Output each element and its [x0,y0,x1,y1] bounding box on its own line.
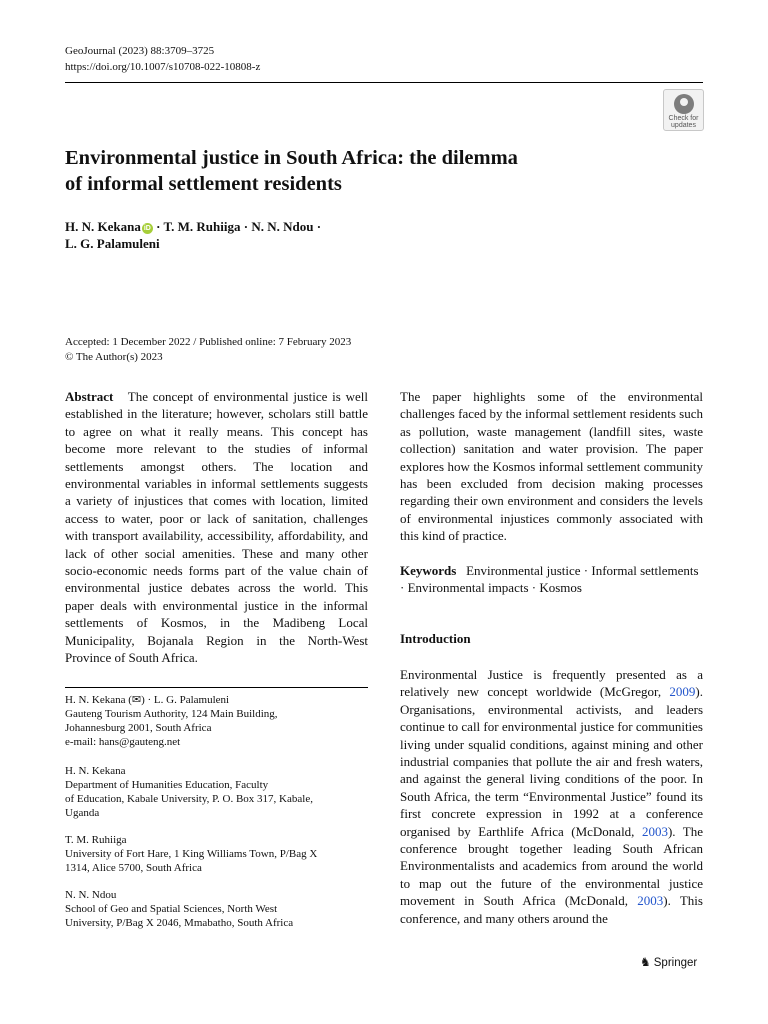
doi-link[interactable]: https://doi.org/10.1007/s10708-022-10808-z [65,61,261,73]
abstract-text-right: The paper highlights some of the environmental challenges faced by the informal settlement residents such as pollution, waste management (landfill sites, waste collection) sanitation and water provision. The paper explores how the Kosmos informal settlement community has been excluded from decision making processes regarding their own environment and considers the levels of environmental injustices commonly associated with this kind of practice. [400,389,703,544]
keywords-label: Keywords [400,563,457,578]
affiliation-names: N. N. Ndou [65,889,117,901]
intro-text-2: ). Organisations, environmental activists, and leaders continue to call for environmental justice for communities living under squalid conditions, against mining and other industrial companies that pollute the air and fresh waters, and against the general living conditions of the poor. In South Africa, the term “Environmental Justice” found its first concrete expression in 1992 at a conference organised by Earthlife Africa (McDonald, [400,684,703,839]
title-line-1: Environmental justice in South Africa: the dilemma [65,147,518,169]
accepted-published: Accepted: 1 December 2022 / Published online: 7 February 2023 [65,336,352,348]
check-for-updates-badge[interactable] [663,89,704,131]
title-line-2: of informal settlement residents [65,173,342,195]
affiliation-line: Gauteng Tourism Authority, 124 Main Building, [65,708,278,720]
check-updates-icon [674,94,694,114]
intro-text-3: ). The conference brought together leading South African Environmentalists and academics from around the world to map out the future of the environmental justice movement in South Africa (McDonald, [400,823,703,909]
paper-title [65,145,625,197]
affiliation-names: H. N. Kekana [65,765,126,777]
affiliation-names: T. M. Ruhiiga [65,834,127,846]
abstract-right [400,388,703,545]
orcid-icon[interactable]: iD [143,225,151,232]
affiliation-line: School of Geo and Spatial Sciences, North West [65,903,278,915]
authors-rest: · T. M. Ruhiiga · N. N. Ndou · [152,219,322,234]
intro-text-4: ). This conference, and many others around the [400,893,703,926]
introduction-paragraph [400,666,703,927]
copyright: © The Author(s) 2023 [65,351,163,363]
author-kekana: H. N. Kekana [65,219,141,234]
abstract-left [65,388,368,667]
journal-citation: GeoJournal (2023) 88:3709–3725 [65,45,215,57]
header-rule [65,82,703,83]
affiliation-line: Uganda [65,807,100,819]
keywords [400,562,703,597]
affiliation-line: Johannesburg 2001, South Africa [65,722,212,734]
affiliation-email[interactable]: e-mail: hans@gauteng.net [65,736,181,748]
affiliation-4 [65,888,368,930]
citation-link[interactable]: 2009 [669,684,696,700]
publication-dates [65,335,351,365]
keywords-text: Environmental justice · Informal settlements · Environmental impacts · Kosmos [400,563,699,596]
affiliation-3 [65,833,368,875]
journal-header [65,43,260,75]
publisher-name: Springer [653,957,698,969]
springer-horse-icon: ♞ [640,955,651,969]
affiliation-line: University, P/Bag X 2046, Mmabatho, South Africa [65,917,294,929]
citation-link[interactable]: 2003 [637,893,664,909]
check-updates-label-1: Check for [668,115,699,122]
affiliation-line: University of Fort Hare, 1 King Williams Town, P/Bag X [65,848,318,860]
check-updates-label-2: updates [671,122,696,129]
publisher-footer [640,955,697,969]
affiliation-2 [65,764,368,820]
author-list [65,218,485,252]
affiliation-names: H. N. Kekana (✉) · L. G. Palamuleni [65,694,230,706]
affiliation-1 [65,693,368,749]
abstract-text-left: The concept of environmental justice is well established in the literature; however, scholars still battle to agree on what it really means. This concept has become more relevant to the studies of informal settlements amongst others. The location and environmental variables in informal settlements suggests a variety of injustices that comes with location, limited access to water, poor or lack of sanitation, challenges with transport availability, accessibility, affordability, and lack of other social amenities. These and many other socio-economic needs forms part of the value chain of environmental justice debates across the world. This paper deals with environmental justice in the informal settlements of Kosmos, in the Madibeng Local Municipality, Bojanala Region in the North-West Province of South Africa. [65,389,368,666]
affiliation-line: of Education, Kabale University, P. O. Box 317, Kabale, [65,793,313,805]
author-palamuleni: L. G. Palamuleni [65,236,160,251]
introduction-heading: Introduction [400,631,471,646]
intro-text-1: Environmental Justice is frequently presented as a relatively new concept worldwide (McGregor, [400,667,703,700]
affiliation-line: 1314, Alice 5700, South Africa [65,862,202,874]
abstract-label: Abstract [65,389,114,404]
affiliation-line: Department of Humanities Education, Faculty [65,779,269,791]
affiliation-rule [65,687,368,688]
citation-link[interactable]: 2003 [641,823,668,839]
